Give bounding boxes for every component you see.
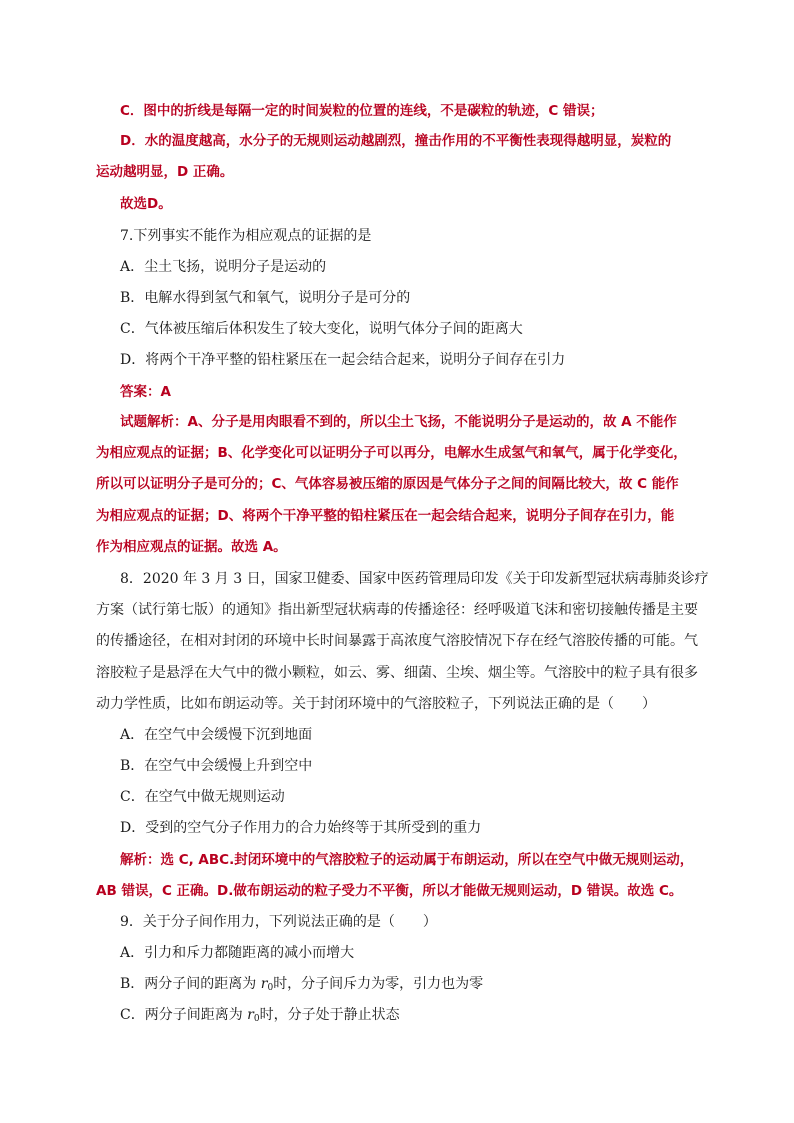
r-letter: r	[260, 976, 268, 992]
explanation-line: 为相应观点的证据；B、化学变化可以证明分子可以再分，电解水生成氢气和氧气，属于化学变化，	[96, 445, 687, 461]
r-subscript: 0	[253, 1014, 260, 1024]
explanation-line: 试题解析：A、分子是用肉眼看不到的，所以尘土飞扬，不能说明分子是运动的，故 A 不能作	[120, 414, 677, 430]
r0-symbol	[247, 1007, 259, 1023]
explanation-line: 所以可以证明分子是可分的；C、气体容易被压缩的原因是气体分子之间的间隔比较大，故 C 能作	[96, 476, 679, 492]
text-line: 运动越明显，D 正确。	[96, 164, 234, 180]
option-c-prefix: C．两分子间距离为	[120, 1007, 248, 1023]
explanation-line: AB 错误，C 正确。D.做布朗运动的粒子受力不平衡，所以才能做无规则运动，D 错误。故选 C。	[96, 883, 683, 899]
question-9: 9．关于分子间作用力，下列说法正确的是（ ）	[120, 914, 437, 930]
option-c-suffix: 时，分子处于静止状态	[259, 1007, 400, 1023]
r-subscript: 0	[267, 983, 274, 993]
question-8-text: 的传播途径，在相对封闭的环境中长时间暴露于高浓度气溶胶情况下存在经气溶胶传播的可能。气	[96, 633, 698, 649]
text-line: 故选D。	[120, 196, 172, 212]
explanation-line: 解析：选 C, ABC.封闭环境中的气溶胶粒子的运动属于布朗运动，所以在空气中做无规则运动，	[120, 852, 694, 868]
option-c	[120, 1005, 400, 1029]
question-7: 7.下列事实不能作为相应观点的证据的是	[120, 228, 372, 244]
option-b	[120, 974, 483, 998]
option-a: A．在空气中会缓慢下沉到地面	[120, 727, 313, 743]
option-b: B．电解水得到氢气和氧气，说明分子是可分的	[120, 290, 411, 306]
question-8-text: 方案（试行第七版）的通知》指出新型冠状病毒的传播途径：经呼吸道飞沫和密切接触传播是主要	[96, 602, 698, 618]
option-c: C．气体被压缩后体积发生了较大变化，说明气体分子间的距离大	[120, 321, 523, 337]
explanation-line: 作为相应观点的证据。故选 A。	[96, 539, 287, 555]
text-line: D．水的温度越高，水分子的无规则运动越剧烈，撞击作用的不平衡性表现得越明显，炭粒的	[120, 133, 672, 149]
r-letter: r	[247, 1007, 254, 1023]
option-b: B．在空气中会缓慢上升到空中	[120, 758, 313, 774]
r0-symbol	[261, 976, 273, 992]
option-c: C．在空气中做无规则运动	[120, 789, 285, 805]
question-8: 8．2020 年 3 月 3 日，国家卫健委、国家中医药管理局印发《关于印发新型冠状病毒肺炎诊疗	[120, 571, 709, 587]
question-8-text: 动力学性质，比如布朗运动等。关于封闭环境中的气溶胶粒子，下列说法正确的是（ ）	[96, 696, 656, 712]
text-line: C．图中的折线是每隔一定的时间炭粒的位置的连线，不是碳粒的轨迹，C 错误；	[120, 103, 604, 119]
explanation-line: 为相应观点的证据；D、将两个干净平整的铅柱紧压在一起会结合起来，说明分子间存在引力，能	[96, 508, 675, 524]
option-a: A．引力和斥力都随距离的减小而增大	[120, 945, 355, 961]
option-a: A．尘土飞扬，说明分子是运动的	[120, 259, 327, 275]
option-b-prefix: B．两分子间的距离为	[120, 976, 261, 992]
option-d: D．受到的空气分子作用力的合力始终等于其所受到的重力	[120, 820, 482, 836]
option-d: D．将两个干净平整的铅柱紧压在一起会结合起来，说明分子间存在引力	[120, 352, 566, 368]
question-8-text: 溶胶粒子是悬浮在大气中的微小颗粒，如云、雾、细菌、尘埃、烟尘等。气溶胶中的粒子具有很多	[96, 665, 698, 681]
answer-line: 答案：A	[120, 384, 171, 400]
option-b-suffix: 时，分子间斥力为零，引力也为零	[273, 976, 484, 992]
